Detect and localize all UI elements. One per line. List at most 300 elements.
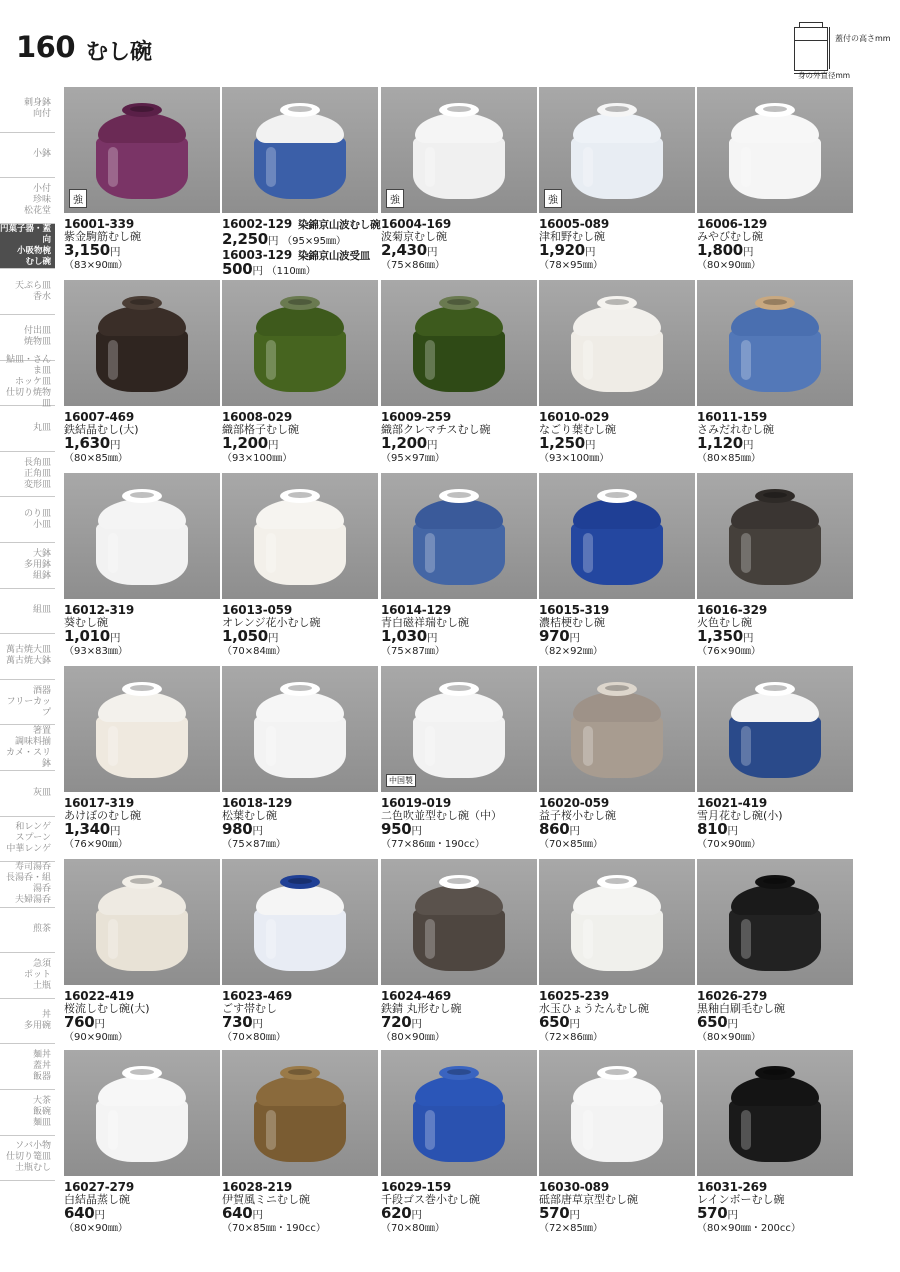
bowl-illustration [250, 680, 350, 784]
product-price: 950円 [381, 820, 422, 838]
product-name: 鉄結晶むし(大) [64, 422, 139, 436]
knob-hole [763, 685, 787, 691]
product-name: 白結晶蒸し碗 [64, 1192, 130, 1206]
product-info [697, 1181, 867, 1236]
product-info [381, 604, 551, 659]
sidebar-item-14[interactable]: 箸置 調味料揃 カメ・スリ鉢 [0, 725, 55, 771]
product-name: 鉄錆 丸形むし碗 [381, 1001, 462, 1015]
product-info [539, 797, 709, 852]
product-info [381, 990, 551, 1045]
product-photo[interactable] [64, 473, 220, 599]
bowl-lid [256, 306, 344, 336]
product-price: 1,010円 [64, 627, 121, 645]
product-name: 葵むし碗 [64, 615, 108, 629]
product-price-2: 500円 [222, 260, 263, 278]
product-info [222, 411, 392, 466]
product-photo[interactable] [697, 859, 853, 985]
knob-hole [288, 1069, 312, 1075]
product-size: （80×90㎜） [381, 1032, 445, 1043]
product-name: 水玉ひょうたんむし碗 [539, 1001, 649, 1015]
product-badge: 強 [386, 189, 404, 208]
product-size: （77×86㎜・190cc） [381, 839, 485, 850]
sidebar-item-20[interactable]: 丼 多用碗 [0, 999, 55, 1045]
sidebar-item-3[interactable]: 円菓子器・蓋向 小吸物椀 むし碗 [0, 224, 55, 270]
glaze-highlight [583, 147, 593, 187]
product-photo[interactable] [64, 1050, 220, 1176]
product-name: 松葉むし碗 [222, 808, 277, 822]
product-info [222, 990, 392, 1045]
product-code: 16028-219 [222, 1180, 292, 1194]
bowl-lid [573, 1076, 661, 1106]
product-size: （76×90㎜） [697, 646, 761, 657]
product-name: 津和野むし碗 [539, 229, 605, 243]
product-photo[interactable] [222, 473, 378, 599]
knob-hole [130, 685, 154, 691]
product-size: （70×80㎜） [222, 1032, 286, 1043]
sidebar-item-4[interactable]: 天ぷら皿 香水 [0, 269, 55, 315]
knob-hole [130, 492, 154, 498]
knob-hole [763, 299, 787, 305]
yen-label: 円 [584, 439, 596, 451]
sidebar-item-6[interactable]: 鮎皿・さんま皿 ホッケ皿 仕切り焼物皿 [0, 361, 55, 407]
bowl-lid [415, 113, 503, 143]
product-price: 720円 [381, 1013, 422, 1031]
bowl-lid [98, 885, 186, 915]
product-badge: 強 [544, 189, 562, 208]
product-info [697, 990, 867, 1045]
knob-hole [288, 492, 312, 498]
sidebar-item-12[interactable]: 萬古焼大皿 萬古焼大鉢 [0, 634, 55, 680]
product-photo[interactable] [697, 280, 853, 406]
product-name: ごす帯むし [222, 1001, 277, 1015]
product-name: レインボーむし碗 [697, 1192, 785, 1206]
product-name: オレンジ花小むし碗 [222, 615, 321, 629]
bowl-lid [731, 1076, 819, 1106]
knob-hole [605, 299, 629, 305]
glaze-highlight [108, 147, 118, 187]
sidebar-item-9[interactable]: のり皿 小皿 [0, 497, 55, 543]
bowl-illustration [409, 1064, 509, 1168]
product-photo[interactable] [381, 280, 537, 406]
bowl-illustration [250, 487, 350, 591]
product-photo[interactable] [381, 1050, 537, 1176]
product-price: 570円 [539, 1204, 580, 1222]
product-size: （93×100㎜） [222, 453, 293, 464]
product-price: 980円 [222, 820, 263, 838]
product-size: （70×84㎜） [222, 646, 286, 657]
bowl-lid [731, 113, 819, 143]
knob-hole [130, 1069, 154, 1075]
sidebar-item-11[interactable]: 組皿 [0, 589, 55, 635]
product-code: 16024-469 [381, 989, 451, 1003]
product-photo[interactable] [539, 473, 695, 599]
bowl-illustration [567, 294, 667, 398]
product-info [64, 797, 234, 852]
product-code: 16030-089 [539, 1180, 609, 1194]
price-line [222, 229, 392, 249]
product-size: （80×90㎜・200cc） [697, 1223, 801, 1234]
bowl-illustration [567, 873, 667, 977]
bowl-illustration [92, 1064, 192, 1168]
bowl-illustration [409, 101, 509, 205]
bowl-lid [98, 113, 186, 143]
knob-hole [288, 299, 312, 305]
product-info [381, 218, 551, 273]
bowl-illustration [409, 873, 509, 977]
bowl-lid [415, 499, 503, 529]
yen-label: 円 [109, 439, 121, 451]
product-size: （75×86㎜） [381, 260, 445, 271]
bowl-illustration [250, 1064, 350, 1168]
product-name: 染錦京山波むし碗 [297, 219, 381, 231]
product-code: 16026-279 [697, 989, 767, 1003]
product-code: 16009-259 [381, 410, 451, 424]
product-code: 16005-089 [539, 217, 609, 231]
product-photo[interactable] [222, 666, 378, 792]
product-code: 16004-169 [381, 217, 451, 231]
product-code: 16002-129 染錦京山波むし碗 [222, 217, 381, 231]
product-photo[interactable] [381, 87, 537, 213]
product-photo[interactable] [64, 87, 220, 213]
product-code: 16013-059 [222, 603, 292, 617]
product-code: 16008-029 [222, 410, 292, 424]
knob-hole [605, 492, 629, 498]
product-price: 2,430円 [381, 241, 438, 259]
product-price: 1,920円 [539, 241, 596, 259]
product-photo[interactable] [64, 666, 220, 792]
product-info [222, 1181, 392, 1236]
yen-label: 円 [252, 1209, 263, 1221]
glaze-highlight [266, 533, 276, 573]
product-photo[interactable] [222, 87, 378, 213]
product-size: （90×90㎜） [64, 1032, 128, 1043]
dimension-legend [790, 18, 890, 83]
bowl-lid [731, 306, 819, 336]
product-name-2: 染錦京山波受皿 [297, 249, 371, 262]
product-code: 16023-469 [222, 989, 292, 1003]
product-code: 16022-419 [64, 989, 134, 1003]
knob-hole [763, 878, 787, 884]
product-photo[interactable] [539, 280, 695, 406]
sidebar-item-22[interactable]: 大茶 飯碗 麺皿 [0, 1090, 55, 1136]
product-name: 織部クレマチスむし碗 [381, 422, 491, 436]
bowl-illustration [725, 294, 825, 398]
bowl-illustration [725, 487, 825, 591]
bowl-lid [98, 692, 186, 722]
product-size: （95×95㎜） [282, 235, 346, 247]
bowl-lid [256, 113, 344, 143]
yen-label: 円 [252, 1018, 263, 1030]
product-photo[interactable] [64, 859, 220, 985]
sidebar-item-18[interactable]: 煎茶 [0, 908, 55, 954]
product-price: 1,050円 [222, 627, 279, 645]
product-name: 波菊京むし碗 [381, 229, 447, 243]
product-photo[interactable] [697, 1050, 853, 1176]
product-code: 16025-239 [539, 989, 609, 1003]
product-info [64, 990, 234, 1045]
sidebar-item-19[interactable]: 急須 ポット 土瓶 [0, 953, 55, 999]
yen-label: 円 [267, 234, 279, 247]
knob-hole [447, 878, 471, 884]
product-name: 千段ゴス巻小むし碗 [381, 1192, 480, 1206]
yen-label: 円 [742, 246, 754, 258]
product-size: （80×90㎜） [697, 260, 761, 271]
bowl-lid [573, 692, 661, 722]
product-photo[interactable] [697, 473, 853, 599]
product-code: 16010-029 [539, 410, 609, 424]
product-name: 青白磁祥瑞むし碗 [381, 615, 469, 629]
product-info [539, 411, 709, 466]
product-info [64, 218, 234, 273]
bowl-illustration [92, 487, 192, 591]
product-info [697, 797, 867, 852]
knob-hole [447, 685, 471, 691]
product-name: 黒釉白刷毛むし碗 [697, 1001, 785, 1015]
product-price: 1,800円 [697, 241, 754, 259]
product-name: みやびむし碗 [697, 229, 763, 243]
knob-hole [605, 106, 629, 112]
sidebar-item-8[interactable]: 長角皿 正角皿 変形皿 [0, 452, 55, 498]
product-size-2: （110㎜） [266, 266, 316, 277]
product-name: 雪月花むし碗(小) [697, 808, 783, 822]
bowl-lid [256, 1076, 344, 1106]
product-price: 1,200円 [381, 434, 438, 452]
glaze-highlight [583, 340, 593, 380]
yen-label: 円 [727, 1209, 738, 1221]
knob-hole [763, 1069, 787, 1075]
product-price: 760円 [64, 1013, 105, 1031]
product-price: 640円 [222, 1204, 263, 1222]
bowl-illustration [92, 294, 192, 398]
product-info [64, 604, 234, 659]
product-name: あけぼのむし碗 [64, 808, 141, 822]
glaze-highlight [741, 147, 751, 187]
product-price: 1,340円 [64, 820, 121, 838]
yen-label: 円 [109, 825, 121, 837]
product-photo[interactable] [539, 859, 695, 985]
knob-hole [447, 299, 471, 305]
glaze-highlight [583, 1110, 593, 1150]
bowl-illustration [725, 1064, 825, 1168]
yen-label: 円 [411, 1018, 422, 1030]
yen-label: 円 [267, 632, 279, 644]
product-code: 16021-419 [697, 796, 767, 810]
product-size: （80×85㎜） [697, 453, 761, 464]
product-price: 2,250円 [222, 229, 279, 248]
bowl-lid [573, 499, 661, 529]
yen-label: 円 [411, 1209, 422, 1221]
bowl-lid [573, 885, 661, 915]
bowl-lid [731, 499, 819, 529]
knob-hole [605, 1069, 629, 1075]
glaze-highlight [266, 340, 276, 380]
product-price: 570円 [697, 1204, 738, 1222]
glaze-highlight [266, 726, 276, 766]
product-size: （70×85㎜・190cc） [222, 1223, 326, 1234]
product-size: （70×85㎜） [539, 839, 603, 850]
category-sidebar [0, 87, 55, 1181]
bowl-illustration [725, 680, 825, 784]
yen-label: 円 [584, 246, 596, 258]
product-size: （93×100㎜） [539, 453, 610, 464]
glaze-highlight [425, 147, 435, 187]
product-photo[interactable] [222, 1050, 378, 1176]
product-price: 1,200円 [222, 434, 279, 452]
product-info [697, 604, 867, 659]
product-photo[interactable] [381, 666, 537, 792]
bowl-lid [731, 885, 819, 915]
bowl-lid [573, 113, 661, 143]
sidebar-item-16[interactable]: 和レンゲ スプーン 中華レンゲ [0, 817, 55, 863]
product-info [222, 797, 392, 852]
product-name: 紫金駒筋むし碗 [64, 229, 141, 243]
yen-label: 円 [411, 825, 422, 837]
yen-label: 円 [569, 1209, 580, 1221]
product-size: （72×85㎜） [539, 1223, 603, 1234]
product-name: 伊賀風ミニむし碗 [222, 1192, 310, 1206]
glaze-highlight [108, 340, 118, 380]
bowl-lid [256, 499, 344, 529]
glaze-highlight [108, 919, 118, 959]
sidebar-item-2[interactable]: 小付 珍味 松花堂 [0, 178, 55, 224]
product-size: （72×86㎜） [539, 1032, 603, 1043]
product-photo[interactable] [539, 87, 695, 213]
product-info [539, 604, 709, 659]
product-size: （80×90㎜） [64, 1223, 128, 1234]
yen-label: 円 [252, 825, 263, 837]
product-code: 16019-019 [381, 796, 451, 810]
glaze-highlight [741, 919, 751, 959]
bowl-lid [731, 692, 819, 722]
product-photo[interactable] [697, 87, 853, 213]
sidebar-item-10[interactable]: 大鉢 多用鉢 組鉢 [0, 543, 55, 589]
product-code: 16012-319 [64, 603, 134, 617]
sidebar-item-1[interactable]: 小鉢 [0, 133, 55, 179]
bowl-illustration [92, 680, 192, 784]
glaze-highlight [741, 726, 751, 766]
sidebar-item-17[interactable]: 寿司湯呑 長湯呑・組湯呑 夫婦湯呑 [0, 862, 55, 908]
glaze-highlight [108, 726, 118, 766]
yen-label: 円 [727, 1018, 738, 1030]
product-size: （80×90㎜） [697, 1032, 761, 1043]
bowl-illustration [250, 873, 350, 977]
product-name: さみだれむし碗 [697, 422, 774, 436]
product-price: 730円 [222, 1013, 263, 1031]
product-size: （76×90㎜） [64, 839, 128, 850]
yen-label: 円 [569, 825, 580, 837]
product-price: 3,150円 [64, 241, 121, 259]
bowl-illustration [567, 101, 667, 205]
product-name: 砥部唐草京型むし碗 [539, 1192, 638, 1206]
product-code: 16020-059 [539, 796, 609, 810]
product-price: 1,630円 [64, 434, 121, 452]
bowl-lid [256, 885, 344, 915]
legend-height-line [829, 27, 830, 69]
glaze-highlight [266, 1110, 276, 1150]
product-name: なごり葉むし碗 [539, 422, 616, 436]
product-code-2: 16003-129 染錦京山波受皿 [222, 247, 371, 262]
product-code: 16001-339 [64, 217, 134, 231]
product-photo[interactable] [222, 859, 378, 985]
product-code: 16016-329 [697, 603, 767, 617]
product-size: （80×85㎜） [64, 453, 128, 464]
bowl-illustration [567, 680, 667, 784]
product-code: 16015-319 [539, 603, 609, 617]
product-size: （70×80㎜） [381, 1223, 445, 1234]
product-code: 16018-129 [222, 796, 292, 810]
product-photo[interactable] [539, 666, 695, 792]
product-info [222, 604, 392, 659]
product-name: 益子桜小むし碗 [539, 808, 616, 822]
product-name: 濃桔梗むし碗 [539, 615, 605, 629]
glaze-highlight [425, 726, 435, 766]
product-code: 16011-159 [697, 410, 767, 424]
sidebar-item-5[interactable]: 付出皿 焼物皿 [0, 315, 55, 361]
yen-label: 円 [426, 632, 438, 644]
page-title: むし碗 [86, 40, 153, 65]
product-photo[interactable] [64, 280, 220, 406]
knob-hole [288, 106, 312, 112]
sidebar-item-21[interactable]: 麺丼 蓋丼 飯器 [0, 1044, 55, 1090]
bowl-lid [256, 692, 344, 722]
product-info [64, 411, 234, 466]
bowl-lid [415, 1076, 503, 1106]
bowl-lid [98, 1076, 186, 1106]
product-size: （75×87㎜） [381, 646, 445, 657]
page-number: 160 [16, 30, 76, 64]
yen-label: 円 [267, 439, 279, 451]
product-code: 16031-269 [697, 1180, 767, 1194]
sidebar-item-23[interactable]: ソバ小物 仕切り篭皿 土瓶むし [0, 1136, 55, 1182]
knob-hole [605, 878, 629, 884]
yen-label: 円 [426, 246, 438, 258]
sidebar-item-15[interactable]: 灰皿 [0, 771, 55, 817]
bowl-lid [98, 306, 186, 336]
glaze-highlight [583, 726, 593, 766]
product-photo[interactable] [222, 280, 378, 406]
knob-hole [130, 106, 154, 112]
product-photo[interactable] [539, 1050, 695, 1176]
product-name: 織部格子むし碗 [222, 422, 299, 436]
product-name: 火色むし碗 [697, 615, 752, 629]
product-code: 16027-279 [64, 1180, 134, 1194]
product-info [697, 411, 867, 466]
product-code: 16017-319 [64, 796, 134, 810]
bowl-illustration [567, 1064, 667, 1168]
bowl-illustration [725, 101, 825, 205]
yen-label: 円 [252, 265, 263, 277]
bowl-illustration [725, 873, 825, 977]
sidebar-item-13[interactable]: 酒器 フリーカップ [0, 680, 55, 726]
product-photo[interactable] [697, 666, 853, 792]
product-photo[interactable] [381, 473, 537, 599]
sidebar-item-0[interactable]: 刺身鉢 向付 [0, 87, 55, 133]
glaze-highlight [266, 147, 276, 187]
product-price: 650円 [539, 1013, 580, 1031]
product-info [64, 1181, 234, 1236]
product-badge: 中国製 [386, 774, 416, 787]
legend-height-label: 蓋付の高さmm [835, 34, 891, 43]
product-price: 1,120円 [697, 434, 754, 452]
product-info [697, 218, 867, 273]
product-size: （95×97㎜） [381, 453, 445, 464]
knob-hole [130, 878, 154, 884]
bowl-illustration [409, 487, 509, 591]
yen-label: 円 [742, 439, 754, 451]
product-photo[interactable] [381, 859, 537, 985]
sidebar-item-7[interactable]: 丸皿 [0, 406, 55, 452]
bowl-lid [415, 306, 503, 336]
